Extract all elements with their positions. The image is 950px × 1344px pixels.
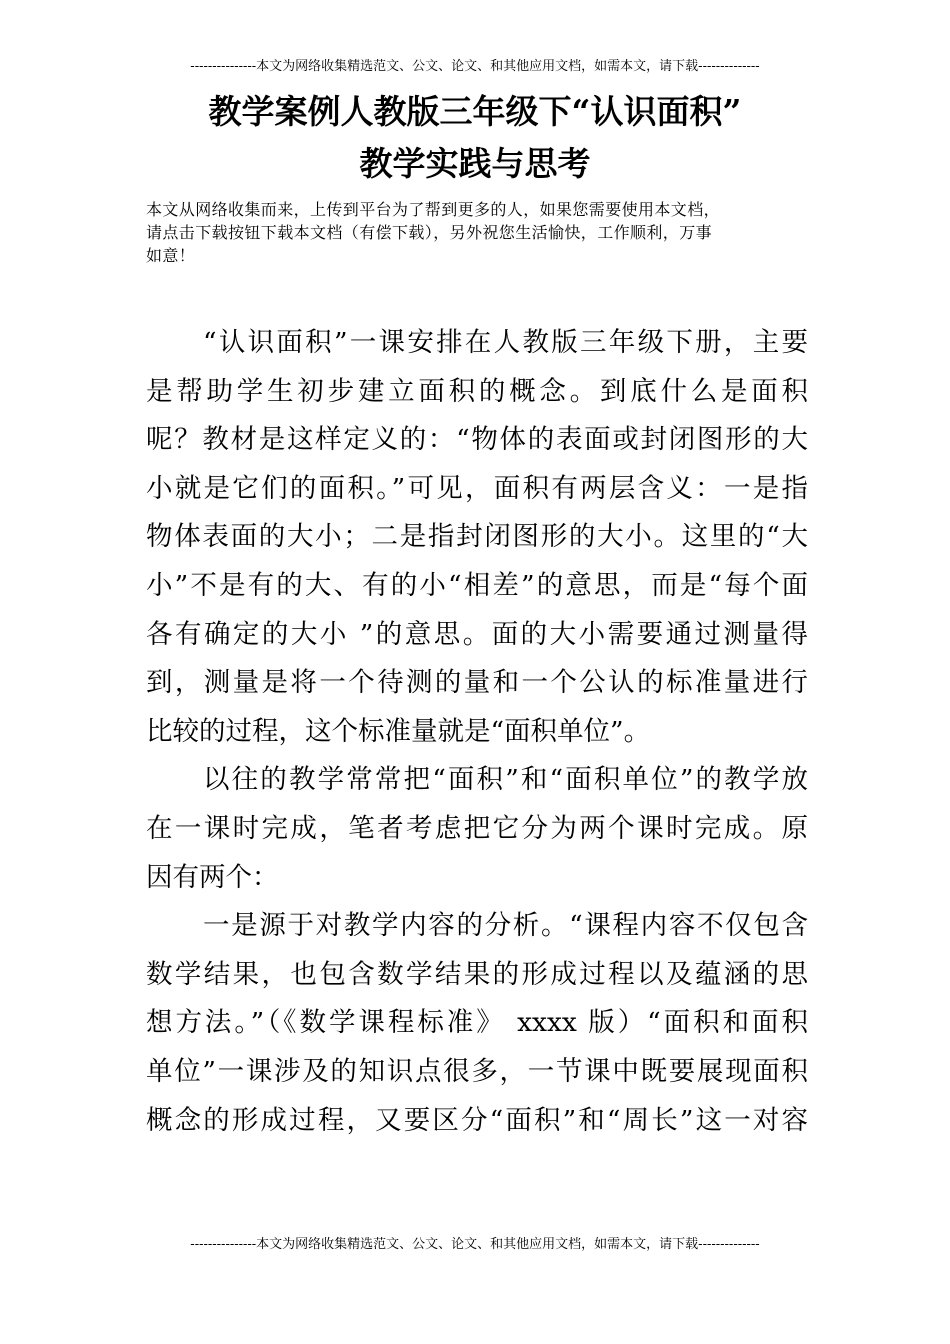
notice-line: 本文从网络收集而来，上传到平台为了帮到更多的人，如果您需要使用本文档， [146, 200, 721, 219]
footer-banner: ---------------本文为网络收集精选范文、公文、论文、和其他应用文档，如需本文，请下载-------------- [190, 1237, 760, 1252]
paragraph-line: 是帮助学生初步建立面积的概念。到底什么是面积 [146, 375, 808, 407]
download-notice [146, 198, 808, 267]
paragraph-line: 呢？教材是这样定义的：“物体的表面或封闭图形的大 [146, 424, 808, 456]
paragraph-line: 小”不是有的大、有的小“相差”的意思，而是“每个面 [146, 569, 808, 601]
paragraph-line: 一是源于对教学内容的分析。“课程内容不仅包含 [203, 910, 808, 942]
paragraph-line: 想方法。”（《数学课程标准》 xxxx 版）“面积和面积 [146, 1007, 808, 1039]
paragraph-line: 在一课时完成，笔者考虑把它分为两个课时完成。原 [146, 812, 808, 844]
notice-line: 请点击下载按钮下载本文档（有偿下载），另外祝您生活愉快，工作顺利，万事 [146, 223, 713, 242]
paragraph-line: 物体表面的大小；二是指封闭图形的大小。这里的“大 [146, 521, 808, 553]
paragraph-line: 各有确定的大小 ”的意思。面的大小需要通过测量得 [146, 618, 808, 650]
paragraph-line: 比较的过程，这个标准量就是“面积单位”。 [146, 715, 651, 747]
document-title-line-2: 教学实践与思考 [359, 144, 591, 183]
paragraph-line: 单位”一课涉及的知识点很多，一节课中既要展现面积 [146, 1055, 808, 1087]
paragraph-line: 到，测量是将一个待测的量和一个公认的标准量进行 [146, 667, 808, 699]
paragraph-line: 小就是它们的面积。”可见，面积有两层含义：一是指 [146, 472, 808, 504]
paragraph-line: 概念的形成过程，又要区分“面积”和“周长”这一对容 [146, 1104, 808, 1136]
paragraph-line: 数学结果，也包含数学结果的形成过程以及蕴涵的思 [146, 958, 808, 990]
header-banner: ---------------本文为网络收集精选范文、公文、论文、和其他应用文档，如需本文，请下载-------------- [190, 59, 760, 74]
article-body [146, 319, 808, 1145]
paragraph-line: 因有两个： [146, 861, 279, 893]
paragraph-line: “认识面积”一课安排在人教版三年级下册，主要 [203, 327, 808, 358]
paragraph-line: 以往的教学常常把“面积”和“面积单位”的教学放 [203, 764, 808, 796]
document-title-line-1: 教学案例人教版三年级下“认识面积” [208, 92, 742, 131]
notice-line: 如意！ [146, 246, 196, 265]
